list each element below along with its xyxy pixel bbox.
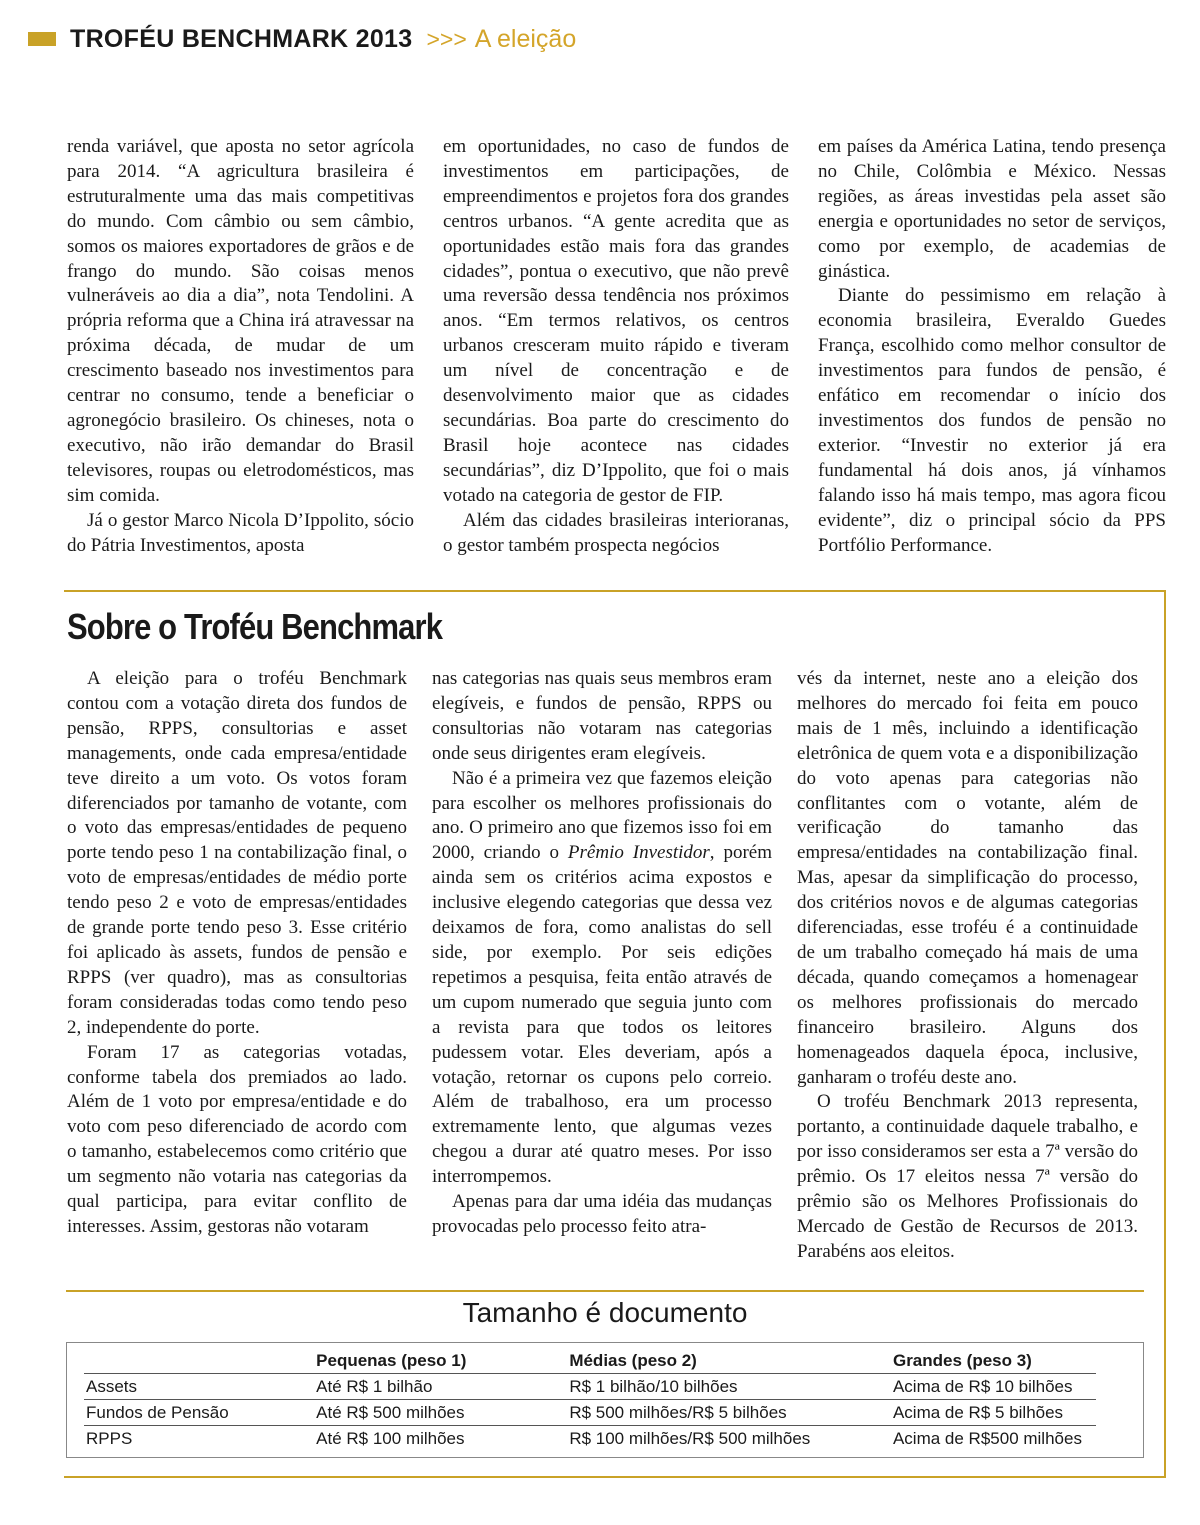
article-paragraph: Diante do pessimismo em relação à economia brasileira, Everaldo Guedes França, escolhido como melhor consultor de investimentos para fundos de pensão, é enfático em recomendar o início dos investimentos dos fundos de pensão no exterior. “Investir no exterior já era fundamental há dois anos, já vínhamos falando isso há mais tempo, mas agora ficou evidente”, diz o principal sócio da PPS Portfólio Performance.: [818, 285, 1166, 556]
article-paragraph: renda variável, que aposta no setor agrícola para 2014. “A agricultura brasileira é estruturalmente uma das mais competitivas do mundo. Com câmbio ou sem câmbio, somos os maiores exportadores de grãos e de frango do mundo. São coisas menos vulneráveis ao dia a dia”, nota Tendolini. A própria reforma que a China irá atravessar na próxima década, de mudar de um crescimento baseado nos investimentos para centrar no consumo, tende a beneficiar o agronegócio brasileiro. Os chineses, nota o executivo, não irão demandar do Brasil televisores, roupas ou eletrodomésticos, mas sim comida.: [67, 136, 414, 506]
header-arrows: >>>: [426, 25, 467, 52]
table-cell: RPPS: [84, 1426, 314, 1452]
header-title: TROFÉU BENCHMARK 2013: [70, 24, 413, 53]
box-column-1: [67, 667, 407, 1240]
article-paragraph: Já o gestor Marco Nicola D’Ippolito, sócio do Pátria Investimentos, aposta: [67, 509, 414, 556]
article-paragraph: em países da América Latina, tendo presença no Chile, Colômbia e México. Nessas regiões, as áreas investidas pela asset são energia e oportunidades no setor de serviços, como por exemplo, de academias de ginástica.: [818, 136, 1166, 282]
table-cell: R$ 100 milhões/R$ 500 milhões: [567, 1426, 891, 1452]
box-paragraph: O troféu Benchmark 2013 representa, portanto, a continuidade daquele trabalho, e por isso consideramos ser esta a 7ª versão do prêmio. Os 17 eleitos nessa 7ª versão do prêmio são os Melhores Profissionais do Mercado de Gestão de Recursos de 2013. Parabéns aos eleitos.: [797, 1091, 1138, 1262]
table-row: [84, 1374, 1096, 1400]
header-section: A eleição: [474, 24, 577, 53]
table-header-cell: Médias (peso 2): [569, 1350, 697, 1370]
table-cell: R$ 1 bilhão/10 bilhões: [567, 1374, 891, 1400]
award-name: Prêmio Investidor: [567, 842, 710, 864]
box-paragraph: A eleição para o troféu Benchmark contou com a votação direta dos fundos de pensão, RPPS, consultorias e asset managements, onde cada empresa/entidade teve direito a um voto. Os votos foram diferenciados por tamanho de votante, com o voto das empresas/entidades de pequeno porte tendo peso 1 na contabilização final, o voto de empresas/entidades de médio porte tendo peso 2 e voto de empresas/entidades de grande porte tendo peso 3. Esse critério foi aplicado às assets, fundos de pensão e RPPS (ver quadro), mas as consultorias foram consideradas todas como tendo peso 2, independente do porte.: [67, 668, 407, 1038]
size-table: [84, 1348, 1096, 1451]
box-paragraph: nas categorias nas quais seus membros eram elegíveis, e fundos de pensão, RPPS ou consultorias não votaram nas categorias onde seus dirigentes eram elegíveis.: [432, 668, 772, 764]
table-header-cell: Pequenas (peso 1): [316, 1350, 467, 1370]
box-column-3: [797, 667, 1138, 1265]
table-cell: Acima de R$500 milhões: [891, 1426, 1096, 1452]
box-column-2: [432, 667, 772, 1240]
table-row: [84, 1426, 1096, 1452]
table-cell: Até R$ 500 milhões: [314, 1400, 567, 1426]
table-cell: Até R$ 100 milhões: [314, 1426, 567, 1452]
box-paragraph: [432, 767, 772, 1190]
box-paragraph: Foram 17 as categorias votadas, conforme tabela dos premiados ao lado. Além de 1 voto por empresa/entidade e do voto com peso diferenciado de acordo com o tamanho, estabelecemos como critério que um segmento não votaria nas categorias da qual participa, para evitar conflito de interesses. Assim, gestoras não votaram: [67, 1041, 407, 1237]
box-text-run: , porém ainda sem os critérios acima expostos e inclusive elegendo categorias que dessa vez deixamos de fora, como analistas do sell side, por exemplo. Por seis edições repetimos a pesquisa, feita então através de um cupom numerado que seguia junto com a revista para que todos os leitores pudessem votar. Eles deveriam, após a votação, retornar os cupons pelo correio. Além de trabalhoso, era um processo extremamente lento, que algumas vezes chegou a durar até quatro meses. Por isso interrompemos.: [432, 842, 772, 1188]
table-header-cell: Grandes (peso 3): [892, 1350, 1032, 1370]
article-paragraph: em oportunidades, no caso de fundos de investimentos em participações, de empreendimentos e projetos fora dos grandes centros urbanos. “A gente acredita que as oportunidades estão mais fora das grandes cidades”, pontua o executivo, que não prevê uma reversão dessa tendência nos próximos anos. “Em termos relativos, os centros urbanos cresceram muito rápido e tiveram um nível de concentração e de desenvolvimento maior que as cidades secundárias. Boa parte do crescimento do Brasil hoje acontece nas cidades secundárias”, diz D’Ippolito, que foi o mais votado na categoria de gestor de FIP.: [443, 136, 789, 506]
article-column-2: [443, 135, 789, 558]
table-cell: Fundos de Pensão: [84, 1400, 314, 1426]
box-paragraph: vés da internet, neste ano a eleição dos melhores do mercado foi feita em pouco mais de 1 mês, incluindo a identificação eletrônica de quem vota e a disponibilização do voto apenas para categorias não conflitantes com o votante, além de verificação do tamanho das empresa/entidades na contabilização final. Mas, apesar da simplificação do processo, dos critérios novos e de algumas categorias diferenciadas, esse troféu é a continuidade de um trabalho começado há mais de uma década, quando começamos a homenagear os melhores profissionais do mercado financeiro brasileiro. Alguns dos homenageados daquela época, inclusive, ganharam o troféu deste ano.: [797, 668, 1138, 1088]
table-title: Tamanho é documento: [462, 1297, 748, 1328]
table-separator: [66, 1290, 1144, 1292]
article-column-3: [818, 135, 1166, 558]
table-cell: Até R$ 1 bilhão: [314, 1374, 567, 1400]
table-cell: Acima de R$ 10 bilhões: [891, 1374, 1096, 1400]
table-cell: Acima de R$ 5 bilhões: [891, 1400, 1096, 1426]
table-cell: R$ 500 milhões/R$ 5 bilhões: [567, 1400, 891, 1426]
table-cell: Assets: [84, 1374, 314, 1400]
header-color-block: [28, 32, 56, 46]
box-text-run: Não é a primeira vez que fazemos eleição para escolher os melhores profissionais do ano. O primeiro ano que fizemos isso foi em 2000, criando o: [432, 767, 772, 864]
page-header: [28, 22, 576, 56]
sidebar-box-title: Sobre o Troféu Benchmark: [67, 606, 443, 647]
article-paragraph: Além das cidades brasileiras interioranas, o gestor também prospecta negócios: [443, 509, 789, 556]
table-header-row: [84, 1348, 1096, 1374]
article-column-1: [67, 135, 414, 558]
table-header-cell: [84, 1348, 314, 1374]
table-row: [84, 1400, 1096, 1426]
box-paragraph: Apenas para dar uma idéia das mudanças provocadas pelo processo feito atra-: [432, 1191, 772, 1237]
